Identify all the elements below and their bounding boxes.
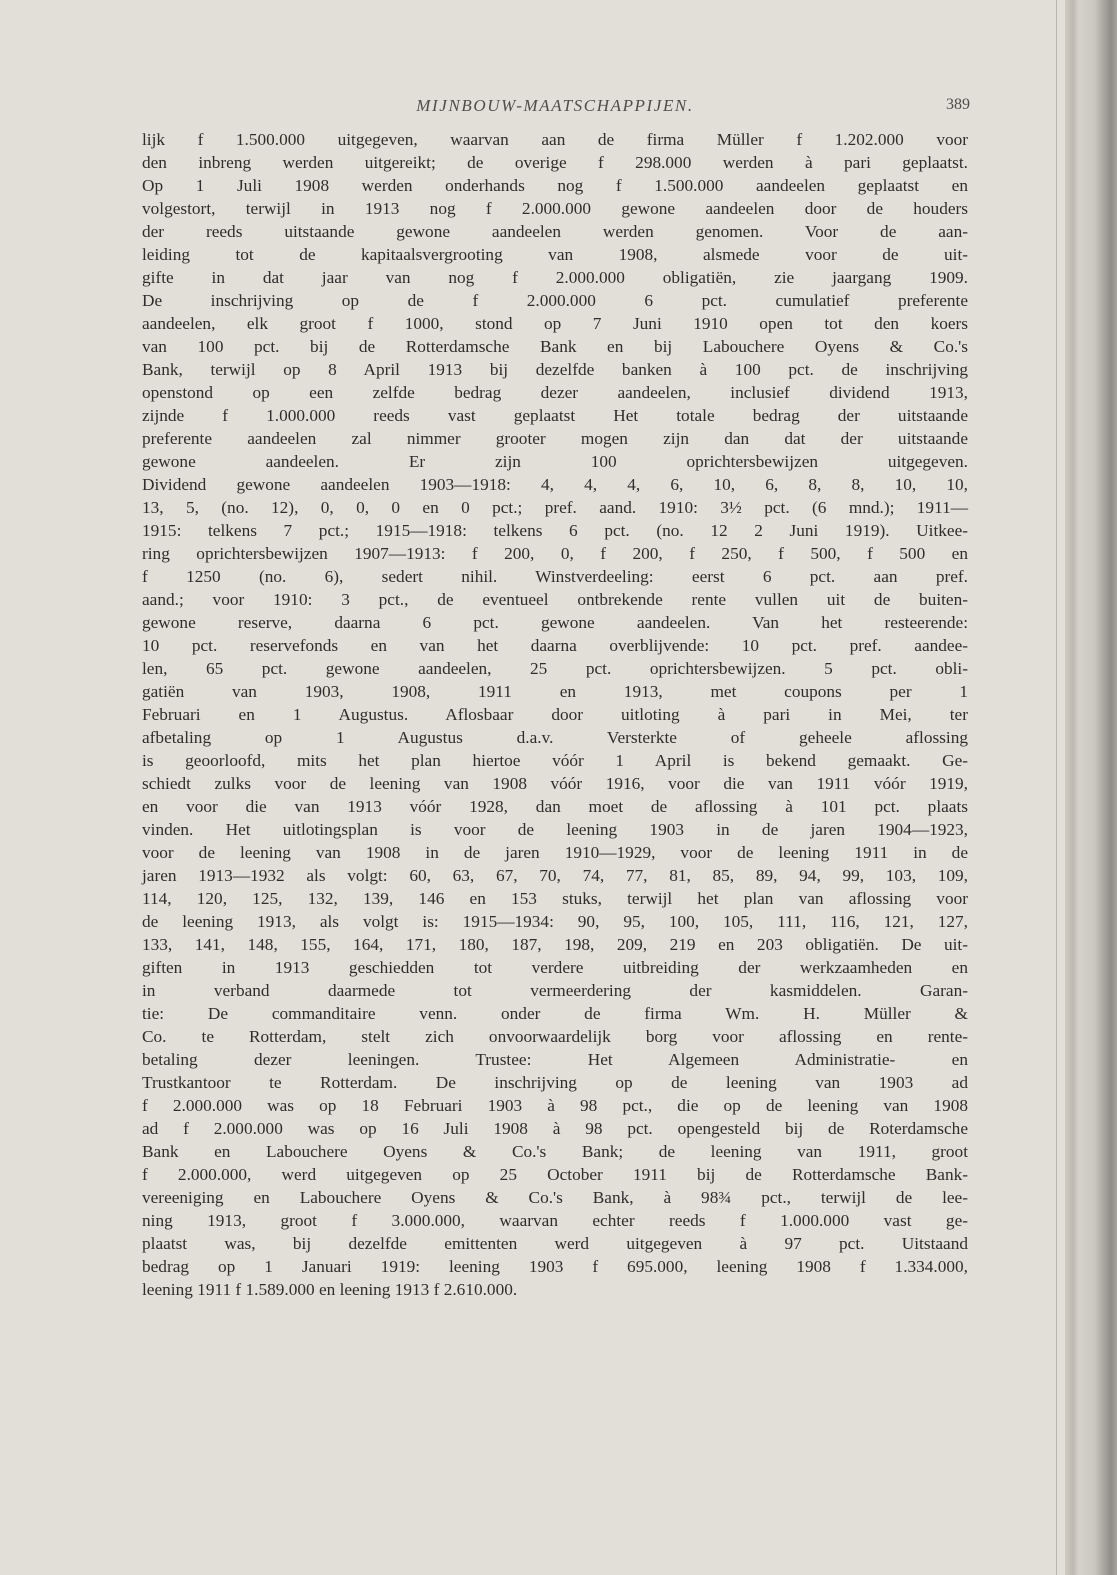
text-line: gifte in dat jaar van nog f 2.000.000 obligatiën, zie jaargang 1909. [142,268,968,287]
text-line: en voor die van 1913 vóór 1928, dan moet de aflossing à 101 pct. plaats [142,797,968,816]
text-line: de leening 1913, als volgt is: 1915—1934: 90, 95, 100, 105, 111, 116, 121, 127, [142,912,968,931]
text-line: 13, 5, (no. 12), 0, 0, 0 en 0 pct.; pref. aand. 1910: 3½ pct. (6 mnd.); 1911— [142,498,968,517]
text-line: der reeds uitstaande gewone aandeelen werden genomen. Voor de aan- [142,222,968,241]
text-line: gewone reserve, daarna 6 pct. gewone aandeelen. Van het resteerende: [142,613,968,632]
text-line: zijnde f 1.000.000 reeds vast geplaatst Het totale bedrag der uitstaande [142,406,968,425]
text-line: afbetaling op 1 Augustus d.a.v. Versterkte of geheele aflossing [142,728,968,747]
running-head [140,96,970,120]
text-line: den inbreng werden uitgereikt; de overige f 298.000 werden à pari geplaatst. [142,153,968,172]
text-line: Dividend gewone aandeelen 1903—1918: 4, 4, 4, 6, 10, 6, 8, 8, 10, 10, [142,475,968,494]
text-line: gatiën van 1903, 1908, 1911 en 1913, met coupons per 1 [142,682,968,701]
text-line: f 2.000.000 was op 18 Februari 1903 à 98 pct., die op de leening van 1908 [142,1096,968,1115]
text-line: betaling dezer leeningen. Trustee: Het Algemeen Administratie- en [142,1050,968,1069]
page-fold-line [1056,0,1057,1575]
text-line: f 2.000.000, werd uitgegeven op 25 October 1911 bij de Rotterdamsche Bank- [142,1165,968,1184]
text-line: aand.; voor 1910: 3 pct., de eventueel ontbrekende rente vullen uit de buiten- [142,590,968,609]
text-line: vinden. Het uitlotingsplan is voor de leening 1903 in de jaren 1904—1923, [142,820,968,839]
text-line: schiedt zulks voor de leening van 1908 vóór 1916, voor die van 1911 vóór 1919, [142,774,968,793]
text-line: 1915: telkens 7 pct.; 1915—1918: telkens 6 pct. (no. 12 2 Juni 1919). Uitkee- [142,521,968,540]
text-line: leening 1911 f 1.589.000 en leening 1913 f 2.610.000. [142,1280,518,1299]
text-line: voor de leening van 1908 in de jaren 1910—1929, voor de leening 1911 in de [142,843,968,862]
text-line: openstond op een zelfde bedrag dezer aandeelen, inclusief dividend 1913, [142,383,968,402]
text-line: aandeelen, elk groot f 1000, stond op 7 Juni 1910 open tot den koers [142,314,968,333]
text-line: gewone aandeelen. Er zijn 100 oprichtersbewijzen uitgegeven. [142,452,968,471]
text-line: jaren 1913—1932 als volgt: 60, 63, 67, 70, 74, 77, 81, 85, 89, 94, 99, 103, 109, [142,866,968,885]
text-line: tie: De commanditaire venn. onder de firma Wm. H. Müller & [142,1004,968,1023]
page-number: 389 [946,96,970,113]
text-line: Co. te Rotterdam, stelt zich onvoorwaardelijk borg voor aflossing en rente- [142,1027,968,1046]
text-line: is geoorloofd, mits het plan hiertoe vóór 1 April is bekend gemaakt. Ge- [142,751,968,770]
body-text [142,128,968,1301]
text-line: leiding tot de kapitaalsvergrooting van 1908, alsmede voor de uit- [142,245,968,264]
text-line: Bank en Labouchere Oyens & Co.'s Bank; de leening van 1911, groot [142,1142,968,1161]
text-line: Trustkantoor te Rotterdam. De inschrijving op de leening van 1903 ad [142,1073,968,1092]
text-line: preferente aandeelen zal nimmer grooter mogen zijn dan dat der uitstaande [142,429,968,448]
text-line: volgestort, terwijl in 1913 nog f 2.000.000 gewone aandeelen door de houders [142,199,968,218]
text-line: van 100 pct. bij de Rotterdamsche Bank en bij Labouchere Oyens & Co.'s [142,337,968,356]
text-line: vereeniging en Labouchere Oyens & Co.'s Bank, à 98¾ pct., terwijl de lee- [142,1188,968,1207]
text-line: f 1250 (no. 6), sedert nihil. Winstverdeeling: eerst 6 pct. aan pref. [142,567,968,586]
text-line: Op 1 Juli 1908 werden onderhands nog f 1.500.000 aandeelen geplaatst en [142,176,968,195]
text-line: Februari en 1 Augustus. Aflosbaar door uitloting à pari in Mei, ter [142,705,968,724]
text-line: len, 65 pct. gewone aandeelen, 25 pct. oprichtersbewijzen. 5 pct. obli- [142,659,968,678]
text-line: ad f 2.000.000 was op 16 Juli 1908 à 98 pct. opengesteld bij de Roterdamsche [142,1119,968,1138]
text-line: 133, 141, 148, 155, 164, 171, 180, 187, 198, 209, 219 en 203 obligatiën. De uit- [142,935,968,954]
book-edge [1065,0,1117,1575]
text-line: bedrag op 1 Januari 1919: leening 1903 f 695.000, leening 1908 f 1.334.000, [142,1257,968,1276]
text-line: ring oprichtersbewijzen 1907—1913: f 200, 0, f 200, f 250, f 500, f 500 en [142,544,968,563]
text-line: De inschrijving op de f 2.000.000 6 pct. cumulatief preferente [142,291,968,310]
text-line: Bank, terwijl op 8 April 1913 bij dezelfde banken à 100 pct. de inschrijving [142,360,968,379]
text-line: 114, 120, 125, 132, 139, 146 en 153 stuks, terwijl het plan van aflossing voor [142,889,968,908]
text-line: 10 pct. reservefonds en van het daarna overblijvende: 10 pct. pref. aandee- [142,636,968,655]
text-line: giften in 1913 geschiedden tot verdere uitbreiding der werkzaamheden en [142,958,968,977]
text-line: plaatst was, bij dezelfde emittenten werd uitgegeven à 97 pct. Uitstaand [142,1234,968,1253]
text-line: in verband daarmede tot vermeerdering der kasmiddelen. Garan- [142,981,968,1000]
running-title: MIJNBOUW-MAATSCHAPPIJEN. [416,96,694,115]
text-line: ning 1913, groot f 3.000.000, waarvan echter reeds f 1.000.000 vast ge- [142,1211,968,1230]
text-line: lijk f 1.500.000 uitgegeven, waarvan aan de firma Müller f 1.202.000 voor [142,130,968,149]
